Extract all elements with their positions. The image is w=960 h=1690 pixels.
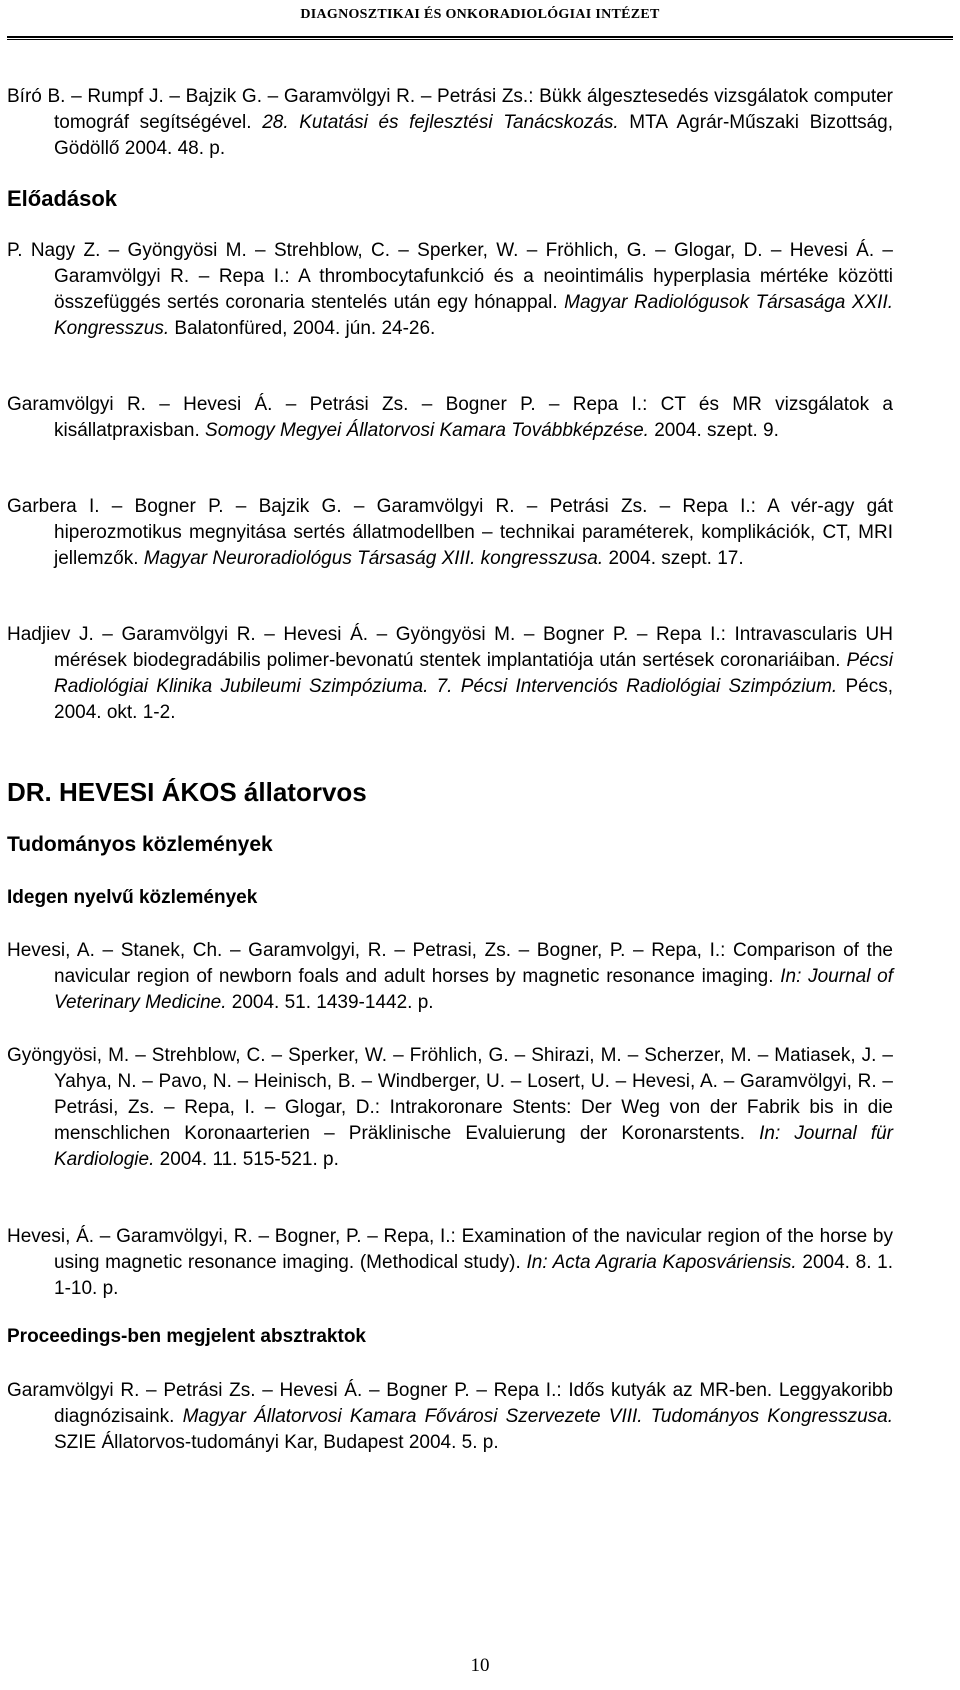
publication-entry — [7, 1224, 893, 1302]
entry-venue: Pécsi Radiológiai Klinika Jubileumi Szimpóziuma. 7. Pécsi Intervenciós Radiológiai Szimpózium. — [54, 650, 893, 697]
entry-details: 2004. 8. 1. 1-10. p. — [54, 1252, 894, 1299]
entry-details: 2004. 11. 515-521. p. — [159, 1149, 339, 1170]
entry-details: Pécs, 2004. okt. 1-2. — [54, 676, 894, 723]
entry-venue: In: Acta Agraria Kaposváriensis. — [526, 1252, 797, 1273]
person-heading: DR. HEVESI ÁKOS állatorvos — [7, 777, 367, 807]
entry-venue: Magyar Radiológusok Társasága XXII. Kongresszus. — [54, 292, 893, 339]
section-heading-proceedings: Proceedings-ben megjelent absztraktok — [7, 1326, 366, 1347]
entry-details: 2004. 51. 1439-1442. p. — [231, 992, 434, 1013]
publication-entry — [7, 622, 893, 726]
entry-venue: Somogy Megyei Állatorvosi Kamara Továbbképzése. — [205, 420, 649, 441]
publication-entry — [7, 392, 893, 444]
entry-authors: Garamvölgyi R. – Petrási Zs. – Hevesi Á. – Bogner P. – Repa I.: Idős kutyák az MR-ben. Leggyakoribb diagnózisaink. — [7, 1380, 893, 1427]
entry-authors: Garbera I. – Bogner P. – Bajzik G. – Garamvölgyi R. – Petrási Zs. – Repa I.: A vér-agy gát hiperozmotikus megnyitása sertés állatmodellben – technikai paraméterek, komplikációk, CT, MRI jellemzők. — [7, 496, 893, 569]
page-header — [0, 0, 960, 40]
entry-authors: Hevesi, A. – Stanek, Ch. – Garamvolgyi, R. – Petrasi, Zs. – Bogner, P. – Repa, I.: Comparison of the navicular region of newborn foals and adult horses by magnetic resonance imaging. — [7, 940, 893, 987]
entry-details: SZIE Állatorvos-tudományi Kar, Budapest 2004. 5. p. — [54, 1432, 499, 1453]
publication-entry — [7, 1378, 893, 1456]
section-heading-eloadasok: Előadások — [7, 186, 118, 211]
header-title: DIAGNOSZTIKAI ÉS ONKORADIOLÓGIAI INTÉZET — [300, 7, 660, 22]
entry-authors: Hevesi, Á. – Garamvölgyi, R. – Bogner, P. – Repa, I.: Examination of the navicular region of the horse by using magnetic resonance imaging. (Methodical study). — [7, 1226, 893, 1273]
entry-venue: 28. Kutatási és fejlesztési Tanácskozás. — [262, 112, 619, 133]
entry-details: MTA Agrár-Műszaki Bizottság, Gödöllő 2004. 48. p. — [54, 112, 894, 159]
entry-details: 2004. szept. 17. — [608, 548, 744, 569]
entry-venue: In: Journal of Veterinary Medicine. — [54, 966, 894, 1013]
header-rule — [7, 36, 953, 38]
entry-authors: Hadjiev J. – Garamvölgyi R. – Hevesi Á. – Gyöngyösi M. – Bogner P. – Repa I.: Intravascularis UH mérések biodegradábilis polimer-bevonatú stentek implantatiója után sertések coronariáiban. — [7, 624, 893, 671]
entry-venue: Magyar Állatorvosi Kamara Fővárosi Szervezete VIII. Tudományos Kongresszusa. — [182, 1406, 893, 1427]
entry-authors: Garamvölgyi R. – Hevesi Á. – Petrási Zs. – Bogner P. – Repa I.: CT és MR vizsgálatok a kisállatpraxisban. — [7, 394, 893, 441]
section-heading-idegen: Idegen nyelvű közlemények — [7, 887, 258, 908]
entry-authors: Bíró B. – Rumpf J. – Bajzik G. – Garamvölgyi R. – Petrási Zs.: Bükk álgesztesedés vizsgálatok computer tomográf segítségével. — [7, 86, 893, 133]
entry-authors: Gyöngyösi, M. – Strehblow, C. – Sperker, W. – Fröhlich, G. – Shirazi, M. – Scherzer, M. – Matiasek, J. – Yahya, N. – Pavo, N. – Heinisch, B. – Windberger, U. – Losert, U. – Hevesi, A. – Garamvölgyi, R. – Petrási, Zs. – Repa, I. – Glogar, D.: Intrakoronare Stents: Der Weg von der Fabrik bis in die menschlichen Koronaarterien – Präklinische Evaluierung der Koronarstents. — [7, 1045, 893, 1144]
entry-venue: Magyar Neuroradiológus Társaság XIII. kongresszusa. — [143, 548, 604, 569]
publication-entry — [7, 1043, 893, 1173]
publication-entry — [7, 238, 893, 342]
publication-entry — [7, 494, 893, 572]
page-number: 10 — [470, 1655, 490, 1676]
publication-entry — [7, 938, 893, 1016]
entry-details: 2004. szept. 9. — [654, 420, 779, 441]
section-heading-tudomanyos: Tudományos közlemények — [7, 833, 273, 856]
entry-details: Balatonfüred, 2004. jún. 24-26. — [174, 318, 436, 339]
entry-authors: P. Nagy Z. – Gyöngyösi M. – Strehblow, C. – Sperker, W. – Fröhlich, G. – Glogar, D. – Hevesi Á. – Garamvölgyi R. – Repa I.: A thrombocytafunkció és a neointimális hyperplasia mértéke közötti összefüggés sertés coronaria stentelés után egy hónappal. — [7, 240, 893, 313]
publication-entry — [7, 84, 893, 162]
entry-venue: In: Journal für Kardiologie. — [54, 1123, 894, 1170]
header-rule-thin — [7, 39, 953, 40]
